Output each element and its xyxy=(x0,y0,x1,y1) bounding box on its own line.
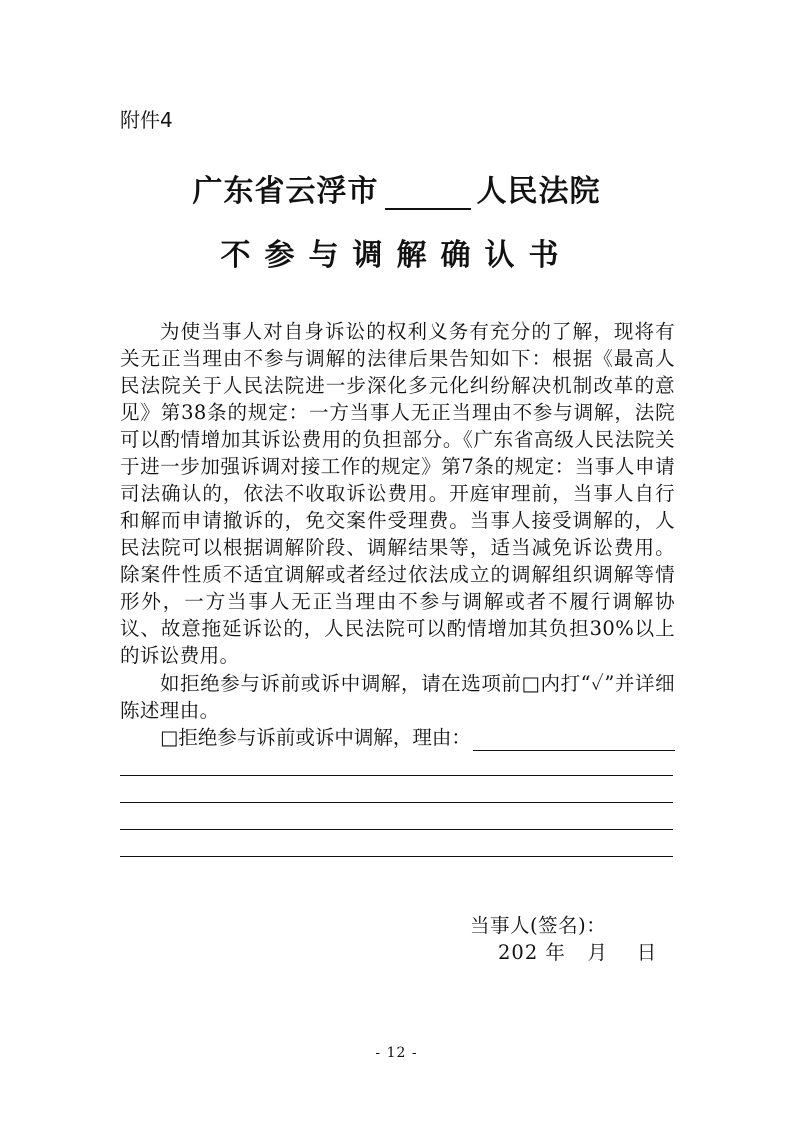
attachment-label: 附件4 xyxy=(120,108,173,132)
party-signature-label: 当事人(签名)： xyxy=(470,914,607,937)
refusal-reason-field[interactable] xyxy=(120,724,675,751)
reason-write-line[interactable] xyxy=(120,829,673,830)
page-number: - 12 - xyxy=(375,1045,418,1061)
legal-notice-paragraph: 为使当事人对自身诉讼的权利义务有充分的了解，现将有关无正当理由不参与调解的法律后果告知如下：根据《最高人民法院关于人民法院进一步深化多元化纠纷解决机制改革的意见》第38条的规定：一方当事人无正当理由不参与调解，法院可以酌情增加其诉讼费用的负担部分。《广东省高级人民法院关于进一步加强诉调对接工作的规定》第7条的规定：当事人申请司法确认的，依法不收取诉讼费用。开庭审理前，当事人自行和解而申请撤诉的，免交案件受理费。当事人接受调解的，人民法院可以根据调解阶段、调解结果等，适当减免诉讼费用。除案件性质不适宜调解或者经过依法成立的调解组织调解等情形外，一方当事人无正当理由不参与调解或者不履行调解协议、故意拖延诉讼的，人民法院可以酌情增加其负担30%以上的诉讼费用。 xyxy=(120,320,675,667)
court-title xyxy=(0,166,793,210)
signature-date: 202 年 月 日 xyxy=(498,941,658,964)
reason-write-line[interactable] xyxy=(120,802,673,803)
reason-write-line[interactable] xyxy=(120,856,673,857)
reason-write-line[interactable] xyxy=(120,775,673,776)
court-title-prefix: 广东省云浮市 xyxy=(192,174,379,209)
refusal-option-label[interactable]: □拒绝参与诉前或诉中调解，理由： xyxy=(160,726,471,749)
document-title: 不参与调解确认书 xyxy=(220,238,573,273)
instruction-paragraph: 如拒绝参与诉前或诉中调解，请在选项前□内打“✓”并详细陈述理由。 xyxy=(120,672,675,722)
court-name-blank xyxy=(385,180,471,210)
court-title-suffix: 人民法院 xyxy=(476,174,601,209)
reason-blank-line[interactable] xyxy=(473,728,675,751)
